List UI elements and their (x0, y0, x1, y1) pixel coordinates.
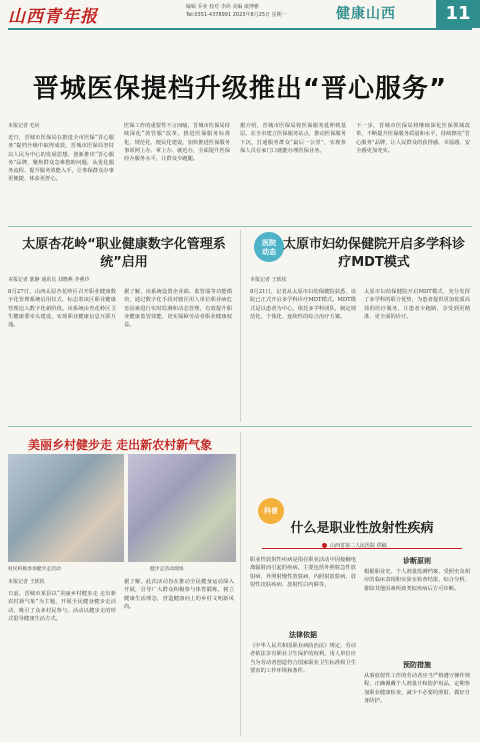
diagnosis-heading: 诊断原则 (403, 557, 431, 565)
editor-line: 编辑 乔亚 校对 李尚 美编 康博雅 (186, 4, 259, 10)
lead-headline: 晋城医保提档升级推出“晋心服务” (32, 74, 448, 104)
lead-col-1: 近日，晋城市医保局在推进全市医保“晋心服务”提档升级中取得成效。晋城市医保局坚持以人民为中心的发展思想，创新推出“晋心服务”品牌，聚焦群众急难愁盼问题，从优化服务流程、提升服务效能入手，让参保群众办事更便捷、体验更舒心。 (8, 135, 114, 183)
prevention-text: 从事放射性工作的劳动者应当严格遵守操作规程，正确佩戴个人剂量计和防护用品，定期参加职业健康检查，减少不必要的照射，做好自身防护。 (364, 673, 470, 704)
walk-photo-1 (8, 454, 124, 562)
explainer-source: 山西省第二人民医院 供稿 (330, 543, 387, 549)
explainer-intro: 职业性放射性疾病是指在职业活动中因接触电离辐射而引起的疾病，主要包括外照射急性放射病、外照射慢性放射病、内照射放射病、放射性皮肤疾病、放射性白内障等。 (250, 557, 356, 588)
taiyuan-headline: 太原杏花岭“职业健康数字化管理系统”启用 (22, 237, 226, 270)
divider (240, 432, 241, 736)
lead-byline: 本报记者 毛钊 (8, 123, 40, 129)
mdt-byline: 本报记者 王轶钦 (250, 277, 287, 283)
divider (8, 226, 472, 227)
prevention-heading: 预防措施 (403, 661, 431, 669)
photo-caption-1: 村民积极参加健步走活动 (8, 567, 61, 572)
taiyuan-col-1: 8月27日，山西太原杏花岭区召开职业健康数字化管理系统启用仪式，标志着该区职业健康管理迈入数字化新阶段。该系统由杏花岭区卫生健康委牵头建设，实现职业健康信息互联互通。 (8, 289, 116, 329)
divider (240, 230, 241, 422)
mdt-col-1: 8月21日，记者从太原市妇幼保健院获悉，该院已正式开启多学科诊疗MDT模式。MDT模式是以患者为中心，依托多学科团队，制定规范化、个体化、连续性的综合治疗方案。 (250, 289, 356, 320)
taiyuan-byline: 本报记者 陈静 通讯员 刘晓燕 齐燕玲 (8, 277, 90, 283)
walk-photo-2 (128, 454, 236, 562)
law-text: 《中华人民共和国职业病防治法》规定，劳动者依法享有职业卫生保护的权利，用人单位应当为劳动者创造符合国家职业卫生标准和卫生要求的工作环境和条件。 (250, 643, 356, 674)
mdt-headline: 太原市妇幼保健院开启多学科诊疗MDT模式 (282, 237, 465, 270)
lead-col-2: 医保工作的重要性不言而喻，晋城市医保局持续深化“放管服”改革，推进医保服务标准化、规范化、便民化建设，加快推进医保服务事项网上办、掌上办、就近办，全面提升医保经办服务水平，让群众少跑腿。 (124, 123, 230, 163)
header-rule (8, 28, 472, 30)
rural-headline: 美丽乡村健步走 走出新农村新气象 (28, 438, 213, 452)
lead-col-3: 据介绍，晋城市医保局将医保服务延伸到基层，在全市建立医保服务站点，推动医保服务下沉，打通服务群众“最后一公里”，实现参保人员在家门口就能办理医保业务。 (240, 123, 346, 154)
page-number: 11 (436, 0, 480, 28)
science-badge: 科普 (258, 498, 284, 524)
explainer-headline: 什么是职业性放射性疾病 (290, 521, 434, 536)
section-title: 健康山西 (336, 6, 396, 22)
law-heading: 法律依据 (289, 631, 317, 639)
mdt-col-2: 太原市妇幼保健院开启MDT模式，充分发挥了多学科的联合优势，为患者提供更加优质高效的医疗服务，让患者少跑路，享受到更精准、更全面的诊疗。 (364, 289, 470, 320)
bullet-dot (322, 543, 327, 548)
rural-col-2: 据了解，此次活动旨在推动全民健身运动深入开展，引导广大群众积极参与体育锻炼，树立健康生活理念，营造健康向上的乡村文明新风尚。 (124, 579, 234, 610)
diagnosis-text: 根据职业史、个人剂量监测档案、受照史及相应的临床表现和实验室检查结果，综合分析，排除其他因素所致类似疾病后方可诊断。 (364, 569, 470, 592)
divider (8, 426, 472, 427)
badge-label: 医院动态 (262, 238, 276, 256)
contact-line: Tel:0351-4378991 2023年8月25日 星期一 (186, 11, 287, 18)
hospital-news-badge (254, 232, 284, 262)
header-info (186, 4, 320, 19)
rural-col-1: 日前，晋城市某县以“美丽乡村健步走 走出新农村新气象”为主题，开展全民健身健步走活动，吸引了众多村民参与。活动以健步走的形式倡导健康生活方式。 (8, 591, 116, 622)
taiyuan-col-2: 据了解，该系统设置企业端、监管端等功能模块，通过数字化手段对辖区用人单位职业病危害因素进行实时监测和动态管理，有效提升职业健康监管效能，切实保障劳动者职业健康权益。 (124, 289, 232, 329)
rural-byline: 本报记者 王轶钦 (8, 579, 45, 585)
photo-caption-2: 健步走活动现场 (150, 567, 184, 572)
masthead-logo: 山西青年报 (8, 7, 98, 27)
lead-col-4: 下一步，晋城市医保局将继续深化医保领域改革，不断提升医保服务质量和水平，持续擦亮“晋心服务”品牌，让人民群众的获得感、幸福感、安全感更加充实。 (356, 123, 470, 154)
